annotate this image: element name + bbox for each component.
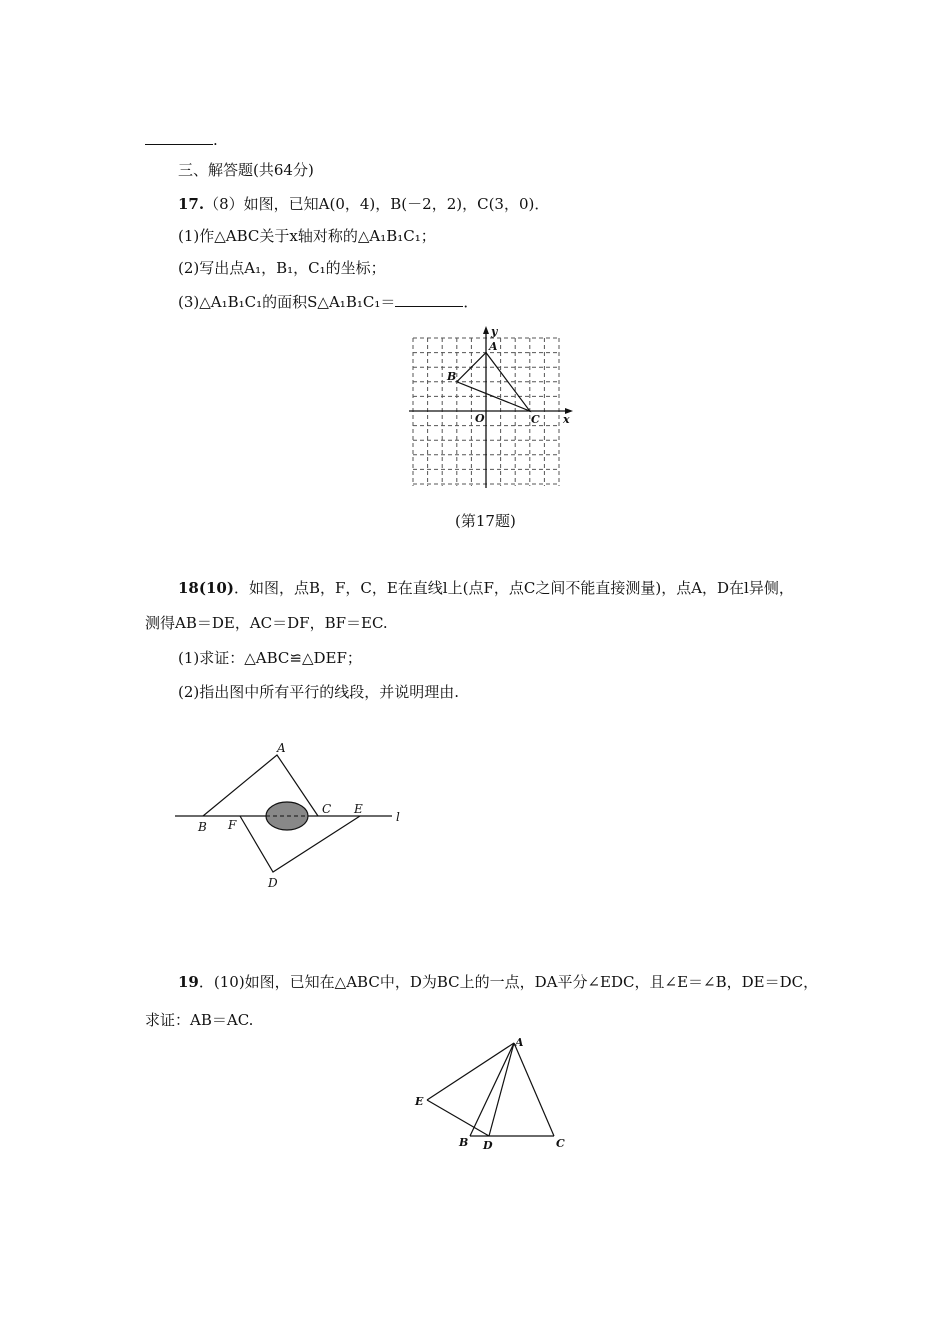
q17-part3: (3)△A₁B₁C₁的面积S△A₁B₁C₁＝ ．: [178, 293, 479, 311]
point-a-label: A: [515, 1036, 524, 1049]
y-axis-label: y: [491, 325, 498, 338]
segment-ac: [514, 1043, 554, 1136]
section-heading: 三、解答题(共64分): [178, 161, 314, 179]
q17-stem: 17.（8）如图，已知A(0，4)，B(－2，2)，C(3，0)．: [178, 195, 550, 213]
y-axis-arrow-icon: [483, 326, 489, 334]
q19-stem-line1: 19．(10)如图，已知在△ABC中，D为BC上的一点，DA平分∠EDC，且∠E＝∠B，DE＝DC，: [178, 973, 819, 991]
q17-caption: (第17题): [455, 512, 516, 530]
point-d-label: D: [268, 876, 278, 890]
q17-number: 17.: [178, 195, 205, 213]
point-f-label: F: [228, 818, 237, 832]
q19-stem-line2: 求证：AB＝AC.: [145, 1011, 254, 1029]
q18-part1: (1)求证：△ABC≌△DEF；: [178, 649, 362, 667]
q19-number: 19: [178, 973, 199, 991]
q17-part2: (2)写出点A₁，B₁，C₁的坐标；: [178, 259, 386, 277]
point-c-label: C: [322, 802, 332, 816]
q18-part2: (2)指出图中所有平行的线段，并说明理由.: [178, 683, 460, 701]
line-l-label: l: [396, 810, 400, 824]
point-e-label: E: [354, 802, 363, 816]
q17-coordinate-figure: [405, 322, 595, 492]
point-b-label: B: [447, 370, 457, 383]
q18-number: 18(10): [178, 579, 234, 597]
point-a-label: A: [277, 741, 286, 755]
previous-answer-blank-line: .: [145, 130, 218, 150]
q19-figure: [410, 1035, 590, 1155]
q18-stem-line2: 测得AB＝DE，AC＝DF，BF＝EC.: [145, 614, 388, 632]
point-c-label: C: [531, 413, 540, 426]
q18-figure: [170, 735, 410, 895]
point-b-label: B: [198, 820, 207, 834]
x-axis-label: x: [563, 413, 570, 426]
segment-ed: [427, 1100, 489, 1136]
q18-stem-line1: 18(10)．如图，点B，F，C，E在直线l上(点F，点C之间不能直接测量)，点A，D在l异侧，: [178, 579, 794, 597]
point-c-label: C: [556, 1137, 565, 1150]
point-a-label: A: [489, 340, 498, 353]
q17-part1: (1)作△ABC关于x轴对称的△A₁B₁C₁；: [178, 227, 436, 245]
origin-label: O: [475, 412, 485, 425]
point-e-label: E: [415, 1095, 424, 1108]
point-d-label: D: [483, 1139, 493, 1152]
q17-answer-blank[interactable]: [395, 292, 463, 307]
point-b-label: B: [459, 1136, 469, 1149]
